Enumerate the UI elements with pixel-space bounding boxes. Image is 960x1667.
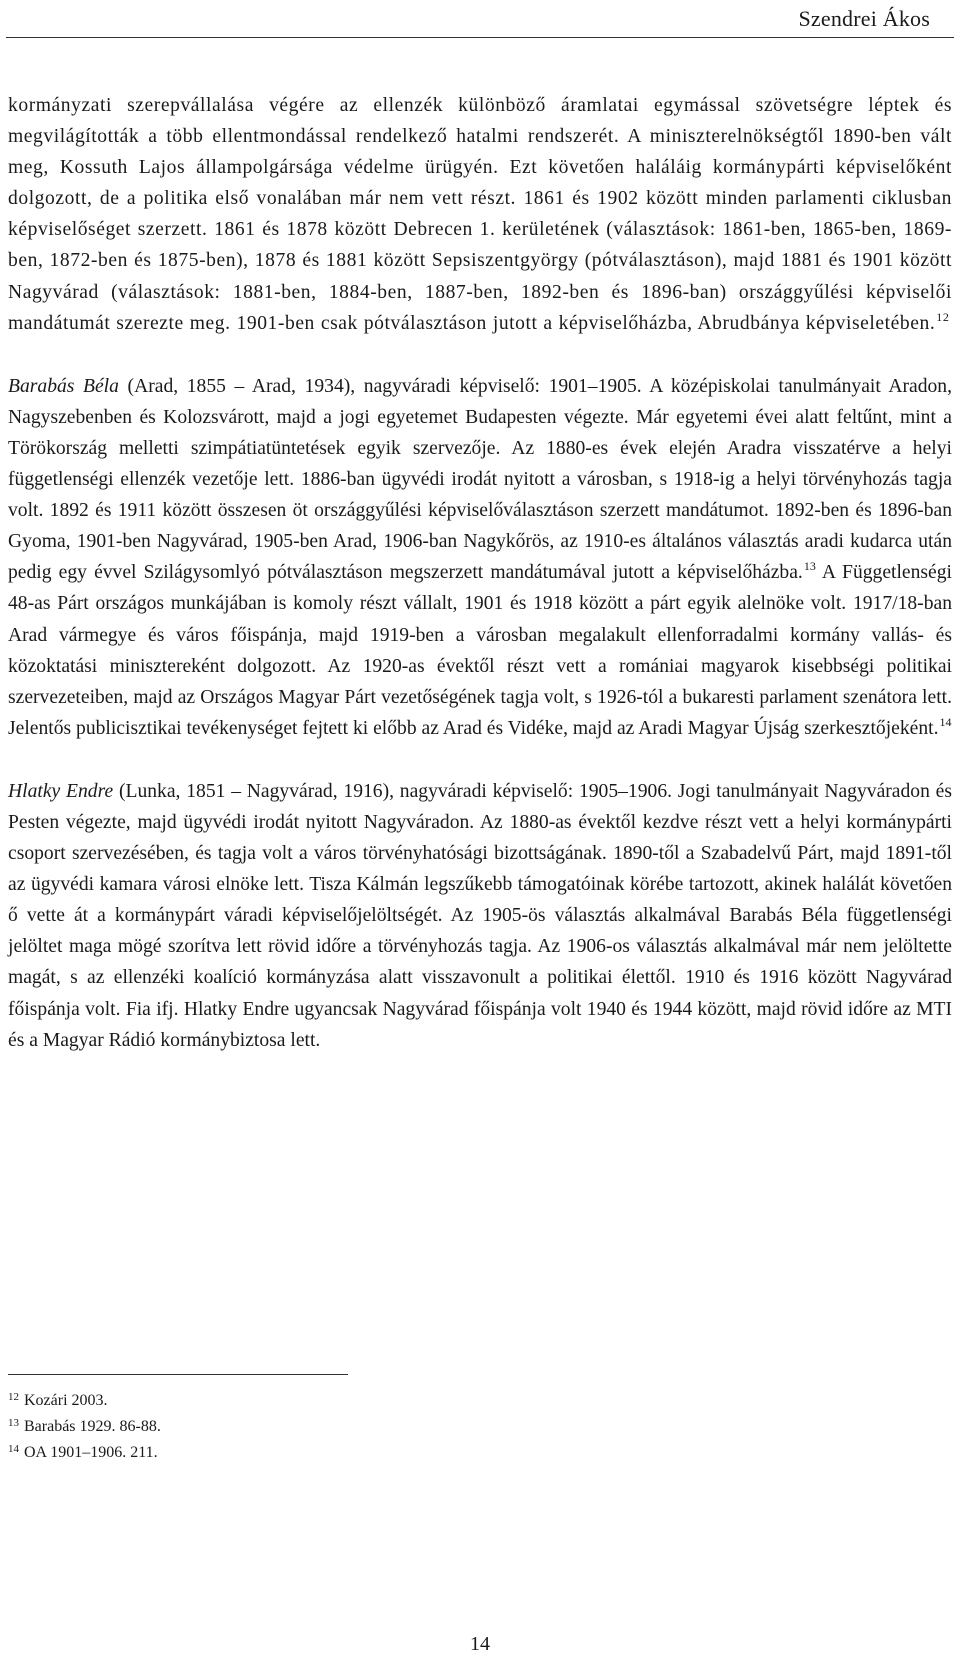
page-number: 14 xyxy=(470,1633,490,1655)
footnote-text: Barabás 1929. 86-88. xyxy=(24,1418,161,1435)
footnote-reference[interactable]: 13 xyxy=(803,559,816,574)
footnote xyxy=(8,1414,608,1440)
footnote-number: 12 xyxy=(8,1391,19,1403)
entry-name: Barabás Béla xyxy=(8,375,119,397)
paragraph-text: kormányzati szerepvállalása végére az ellenzék különböző áramlatai egymással szövetségre léptek és megvilágították a több ellentmondással rendelkező hatalmi rendszerét. A miniszterelnökségtől 1890-ben vált meg, Kossuth Lajos állampolgársága védelme ürügyén. Ezt követően haláláig kormánypárti képviselőként dolgozott, de a politika első vonalában már nem vett részt. 1861 és 1902 között minden parlamenti ciklusban képviselőséget szerzett. 1861 és 1878 között Debrecen 1. kerületének (választások: 1861-ben, 1865-ben, 1869-ben, 1872-ben és 1875-ben), 1878 és 1881 között Sepsiszentgyörgy (pótválasztáson), majd 1881 és 1901 között Nagyvárad (választások: 1881-ben, 1884-ben, 1887-ben, 1892-ben és 1896-ban) országgyűlési képviselői mandátumát szerezte meg. 1901-ben csak pótválasztáson jutott a képviselőházba, Abrudbánya képviseletében. xyxy=(8,95,952,334)
footnote-text: Kozári 2003. xyxy=(24,1392,108,1409)
entry-name: Hlatky Endre xyxy=(8,780,114,802)
entry-text: A Függetlenségi 48-as Párt országos munkájában is komoly részt vállalt, 1901 és 1918 között a párt egyik alelnöke volt. 1917/18-ban Arad vármegye és város főispánja, majd 1919-ben a városban megalakult ellenforradalmi kormány vallás- és közoktatási minisztereként dolgozott. Az 1920-as évektől részt vett a romániai magyarok kisebbségi politikai szervezeteiben, majd az Országos Magyar Párt vezetőségének tagja volt, s 1926-tól a bukaresti parlament szenátora lett. Jelentős publicisztikai tevékenységet fejtett ki előbb az Arad és Vidéke, majd az Aradi Magyar Újság szerkesztőjeként. xyxy=(8,562,952,739)
footnote-text: OA 1901–1906. 211. xyxy=(24,1444,158,1461)
header-rule xyxy=(6,37,954,38)
running-head: Szendrei Ákos xyxy=(798,6,930,31)
footnote xyxy=(8,1388,608,1414)
paragraph-continuation xyxy=(8,90,952,339)
footnotes xyxy=(8,1388,608,1466)
body-text xyxy=(8,90,952,1056)
footnote-number: 14 xyxy=(8,1443,19,1455)
footnote-reference[interactable]: 14 xyxy=(939,714,952,729)
footnote-reference[interactable]: 12 xyxy=(936,309,950,324)
biography-entry-barabas xyxy=(8,371,952,744)
entry-text: (Lunka, 1851 – Nagyvárad, 1916), nagyváradi képviselő: 1905–1906. Jogi tanulmányait Nagyváradon és Pesten végezte, majd ügyvédi irodát nyitott Nagyváradon. Az 1880-as évektől kezdve részt vett a helyi kormánypárti csoport szervezésében, és tagja volt a város törvényhatósági bizottságának. 1890-től a Szabadelvű Párt, majd 1891-től az ügyvédi kamara városi elnöke lett. Tisza Kálmán legszűkebb támogatóinak körébe tartozott, akinek halálát követően ő vette át a kormánypárt váradi képviselőjelöltségét. Az 1905-ös választás alkalmával Barabás Béla függetlenségi jelöltet maga mögé szorítva lett rövid időre a törvényhozás tagja. Az 1906-os választás alkalmával már nem jelöltette magát, s az ellenzéki koalíció kormányzása alatt visszavonult a politikai élettől. 1910 és 1916 között Nagyvárad főispánja volt. Fia ifj. Hlatky Endre ugyancsak Nagyvárad főispánja volt 1940 és 1944 között, majd rövid időre az MTI és a Magyar Rádió kormánybiztosa lett. xyxy=(8,780,952,1051)
footnote xyxy=(8,1440,608,1466)
footnote-rule xyxy=(8,1374,348,1375)
footnote-number: 13 xyxy=(8,1417,19,1429)
biography-entry-hlatky xyxy=(8,776,952,1056)
entry-text: (Arad, 1855 – Arad, 1934), nagyváradi képviselő: 1901–1905. A középiskolai tanulmányait Aradon, Nagyszebenben és Kolozsvárott, majd a jogi egyetemet Budapesten végezte. Már egyetemi évei alatt feltűnt, mint a Törökország melletti szimpátiatüntetések egyik szervezője. Az 1880-es évek elején Aradra visszatérve a helyi függetlenségi ellenzék vezetője lett. 1886-ban ügyvédi irodát nyitott a városban, s 1918-ig a helyi törvényhozás tagja volt. 1892 és 1911 között összesen öt országgyűlési képviselőválasztáson szerzett mandátumot. 1892-ben és 1896-ban Gyoma, 1901-ben Nagyvárad, 1905-ben Arad, 1906-ban Nagykőrös, az 1910-es általános választás aradi kudarca után pedig egy évvel Szilágysomlyó pótválasztáson megszerzett mandátumával jutott a képviselőházba. xyxy=(8,375,952,584)
